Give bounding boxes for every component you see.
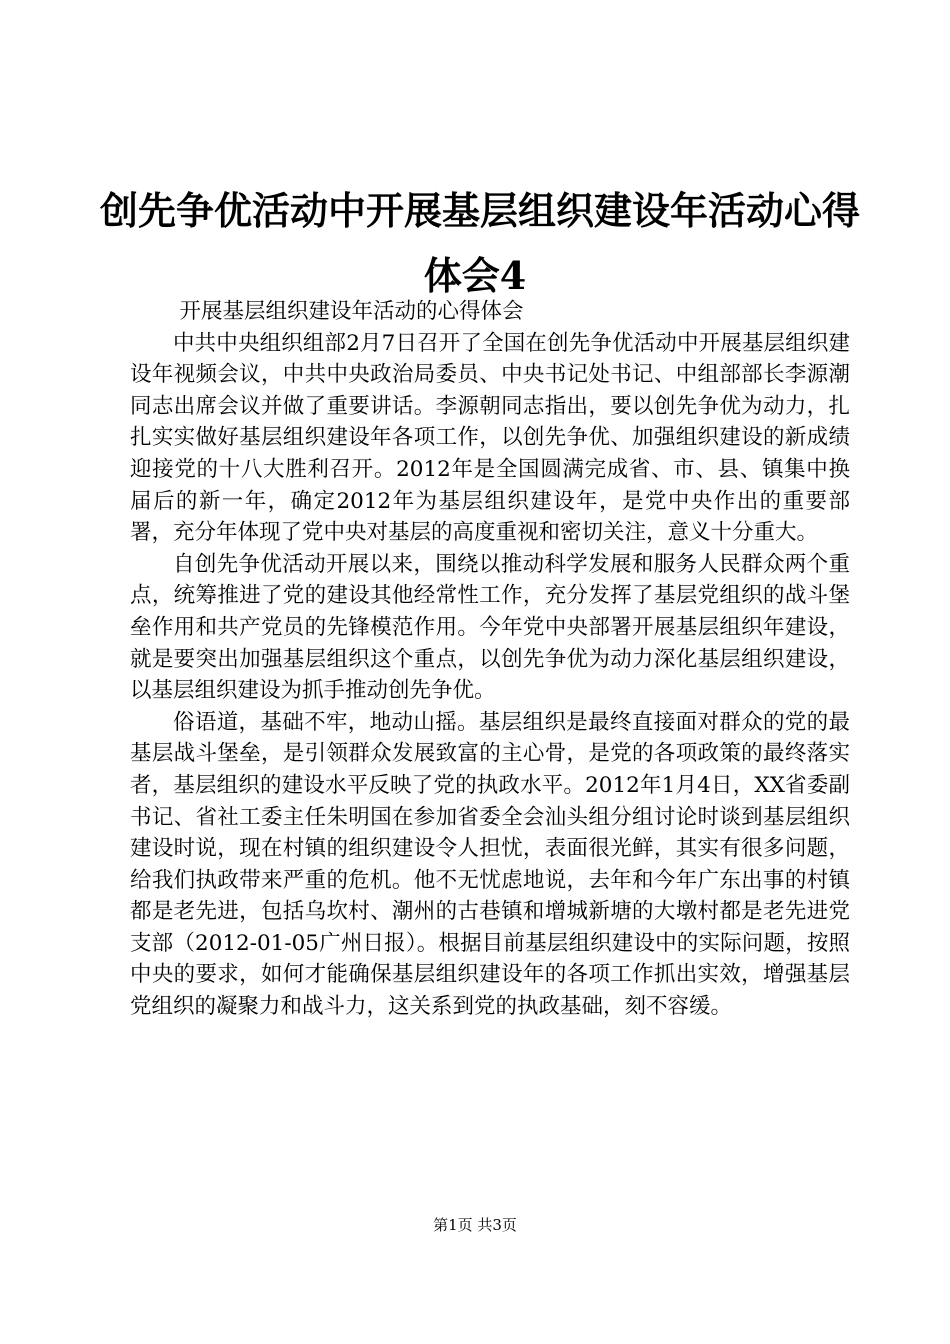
document-subtitle: 开展基层组织建设年活动的心得体会 [179,299,524,324]
document-title-line-2: 体会4 [423,253,527,298]
document-title [100,178,861,308]
page-number-footer: 第1页 共3页 [433,1216,517,1234]
body-paragraph-1: 中共中央组织组部2月7日召开了全国在创先争优活动中开展基层组织建设年视频会议，中共中央政治局委员、中央书记处书记、中组部部长李源潮同志出席会议并做了重要讲话。李源朝同志指出，要以创先争优为动力，扎扎实实做好基层组织建设年各项工作，以创先争优、加强组织建设的新成绩迎接党的十八大胜利召开。2012年是全国圆满完成省、市、县、镇集中换届后的新一年，确定2012年为基层组织建设年，是党中央作出的重要部署，充分年体现了党中央对基层的高度重视和密切关注，意义十分重大。 [130,330,850,546]
document-title-line-1: 创先争优活动中开展基层组织建设年活动心得 [100,188,861,233]
body-paragraph-2: 自创先争优活动开展以来，围绕以推动科学发展和服务人民群众两个重点，统筹推进了党的建设其他经常性工作，充分发挥了基层党组织的战斗堡垒作用和共产党员的先锋模范作用。今年党中央部署开展基层组织年建设，就是要突出加强基层组织这个重点，以创先争优为动力深化基层组织建设，以基层组织建设为抓手推动创先争优。 [130,551,850,704]
body-paragraph-3: 俗语道，基础不牢，地动山摇。基层组织是最终直接面对群众的党的最基层战斗堡垒，是引领群众发展致富的主心骨，是党的各项政策的最终落实者，基层组织的建设水平反映了党的执政水平。2012年1月4日，XX省委副书记、省社工委主任朱明国在参加省委全会汕头组分组讨论时谈到基层组织建设时说，现在村镇的组织建设令人担忧，表面很光鲜，其实有很多问题，给我们执政带来严重的危机。他不无忧虑地说，去年和今年广东出事的村镇都是老先进，包括乌坎村、潮州的古巷镇和增城新塘的大墩村都是老先进党支部（2012-01-05广州日报）。根据目前基层组织建设中的实际问题，按照中央的要求，如何才能确保基层组织建设年的各项工作抓出实效，增强基层党组织的凝聚力和战斗力，这关系到党的执政基础，刻不容缓。 [130,709,850,1020]
document-body [130,296,850,1023]
